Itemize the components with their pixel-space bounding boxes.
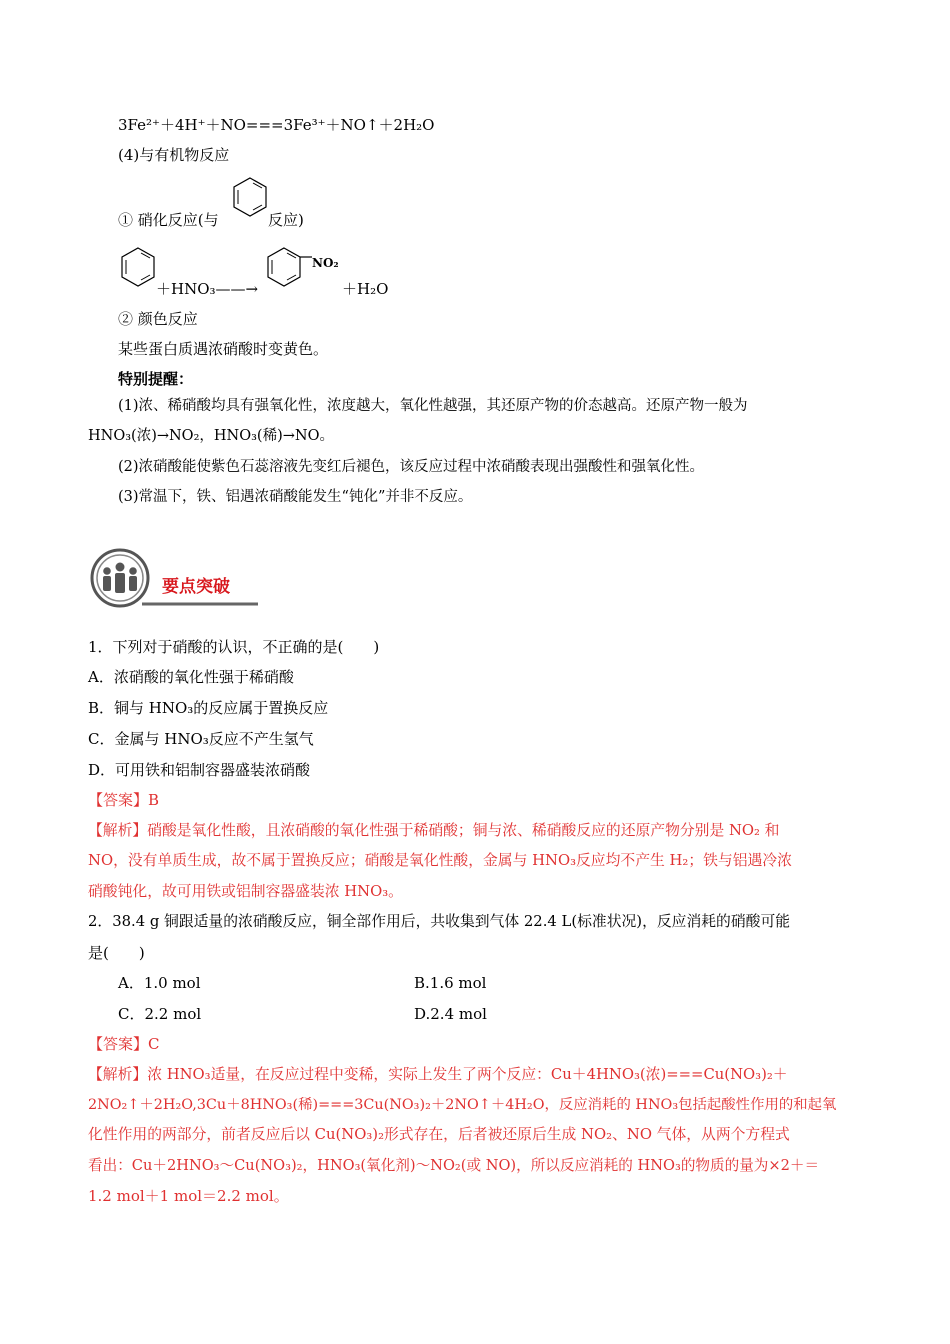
q2-analysis-line3: 化性作用的两部分，前者反应后以 Cu(NO₃)₂形式存在，后者被还原后生成 NO₂、NO 气体，从两个方程式 <box>88 1126 790 1143</box>
q1-analysis-line2: NO，没有单质生成，故不属于置换反应；硝酸是氧化性酸，金属与 HNO₃反应均不产生 H₂；铁与铝遇冷浓 <box>88 852 792 869</box>
q1-answer: 【答案】B <box>88 791 160 809</box>
nitration-label-pre: ① 硝化反应(与 <box>118 211 219 229</box>
nitrobenzene-icon <box>266 244 316 290</box>
q2-answer: 【答案】C <box>88 1035 160 1053</box>
q2-option-d: D.2.4 mol <box>414 1005 487 1023</box>
q1-option-b: B．铜与 HNO₃的反应属于置换反应 <box>88 699 329 717</box>
q1-option-a: A．浓硝酸的氧化性强于稀硝酸 <box>88 668 294 686</box>
q1-option-d: D．可用铁和铝制容器盛装浓硝酸 <box>88 761 311 779</box>
benzene-reactant-icon <box>120 246 156 288</box>
q2-analysis-line1: 【解析】浓 HNO₃适量，在反应过程中变稀，实际上发生了两个反应：Cu＋4HNO₃(浓)===Cu(NO₃)₂＋ <box>88 1066 788 1083</box>
q2-option-b: B.1.6 mol <box>414 974 487 992</box>
nitro-group-label: NO₂ <box>312 256 339 270</box>
tips-title: 特别提醒： <box>118 370 194 388</box>
tip2: (2)浓硝酸能使紫色石蕊溶液先变红后褪色，该反应过程中浓硝酸表现出强酸性和强氧化性。 <box>118 459 705 475</box>
q2-option-c: C．2.2 mol <box>118 1005 202 1023</box>
q1-analysis-line1: 【解析】硝酸是氧化性酸，且浓硝酸的氧化性强于稀硝酸；铜与浓、稀硝酸反应的还原产物分别是 NO₂ 和 <box>88 822 780 839</box>
q2-analysis-line4: 看出：Cu＋2HNO₃～Cu(NO₃)₂，HNO₃(氧化剂)～NO₂(或 NO)，所以反应消耗的 HNO₃的物质的量为×2＋＝ <box>88 1157 820 1174</box>
section-title: 要点突破 <box>162 577 230 597</box>
q2-analysis-line5: 1.2 mol＋1 mol＝2.2 mol。 <box>88 1187 289 1205</box>
iron-equation: 3Fe²⁺＋4H⁺＋NO===3Fe³⁺＋NO↑＋2H₂O <box>118 116 435 134</box>
color-reaction-heading: ② 颜色反应 <box>118 310 198 328</box>
nitration-plus-hno3: ＋HNO₃——→ <box>156 280 259 298</box>
q1-stem: 1．下列对于硝酸的认识，不正确的是( ) <box>88 638 380 656</box>
q2-stem-line2: 是( ) <box>88 944 145 962</box>
tip1-line2: HNO₃(浓)→NO₂，HNO₃(稀)→NO。 <box>88 428 334 444</box>
nitration-plus-h2o: ＋H₂O <box>342 280 389 298</box>
q2-analysis-line2: 2NO₂↑＋2H₂O,3Cu＋8HNO₃(稀)===3Cu(NO₃)₂＋2NO↑＋4H₂O，反应消耗的 HNO₃包括起酸性作用的和起氧 <box>88 1097 837 1113</box>
tip3: (3)常温下，铁、铝遇浓硝酸能发生“钝化”并非不反应。 <box>118 489 473 505</box>
nitration-label-post: 反应) <box>268 211 304 229</box>
benzene-ring-icon <box>232 176 268 218</box>
organic-heading: (4)与有机物反应 <box>118 146 230 164</box>
tip1-line1: (1)浓、稀硝酸均具有强氧化性，浓度越大，氧化性越强，其还原产物的价态越高。还原产物一般为 <box>118 398 748 414</box>
q1-analysis-line3: 硝酸钝化，故可用铁或铝制容器盛装浓 HNO₃。 <box>88 883 403 900</box>
color-reaction-text: 某些蛋白质遇浓硝酸时变黄色。 <box>118 340 329 358</box>
q1-option-c: C．金属与 HNO₃反应不产生氢气 <box>88 730 314 748</box>
q2-option-a: A．1.0 mol <box>118 974 201 992</box>
q2-stem-line1: 2．38.4 g 铜跟适量的浓硝酸反应，铜全部作用后，共收集到气体 22.4 L(标准状况)，反应消耗的硝酸可能 <box>88 913 791 930</box>
